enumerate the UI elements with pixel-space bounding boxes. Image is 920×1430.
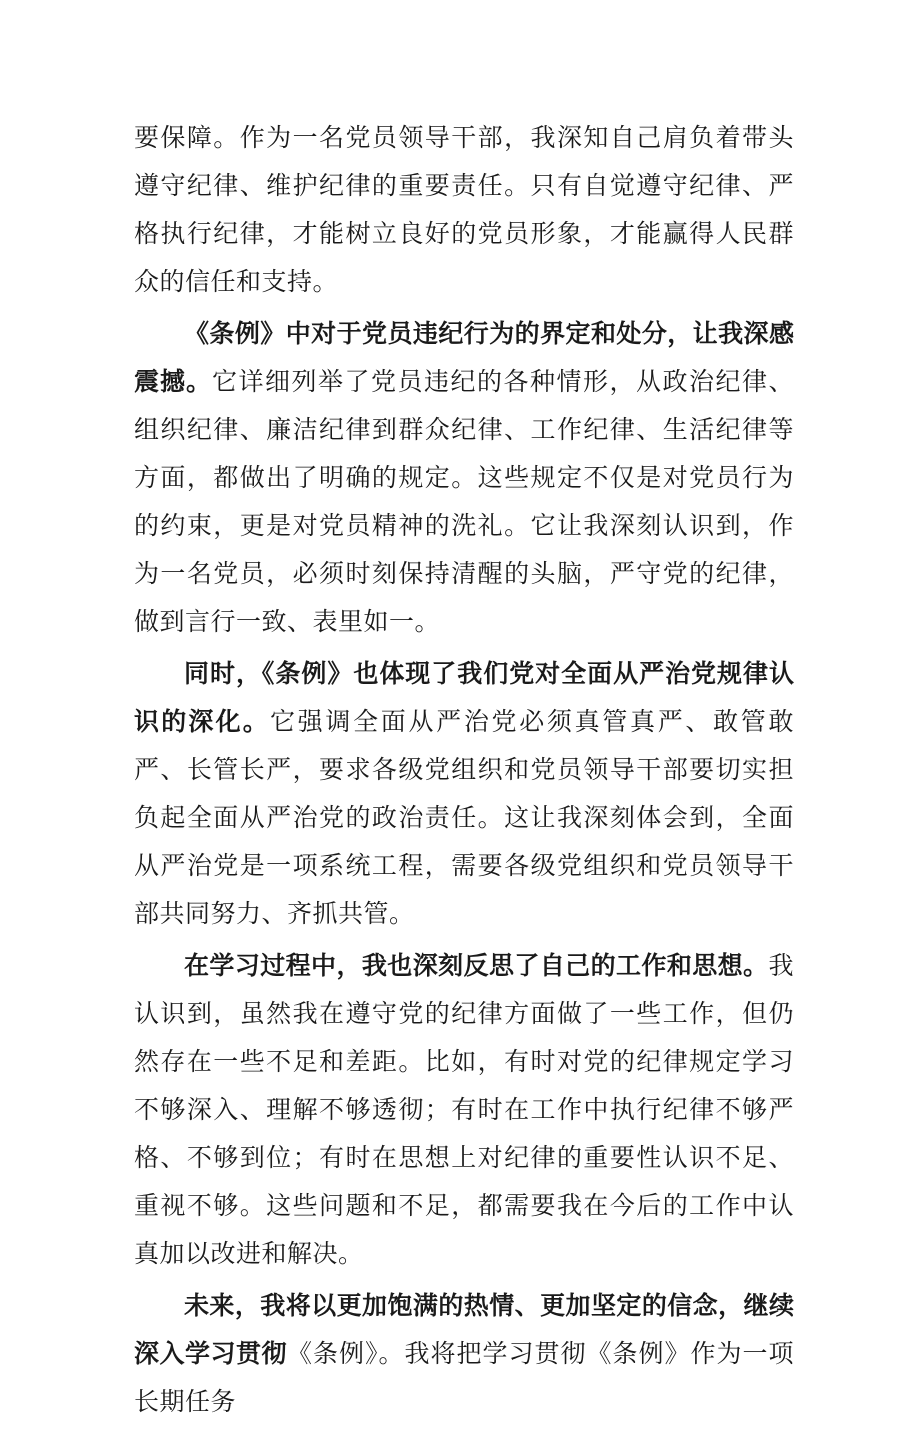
- paragraph-5: [134, 1282, 794, 1426]
- paragraph-4-lead: 在学习过程中，我也深刻反思了自己的工作和思想。: [184, 951, 769, 980]
- paragraph-1-text: 要保障。作为一名党员领导干部，我深知自己肩负着带头遵守纪律、维护纪律的重要责任。只有自觉遵守纪律、严格执行纪律，才能树立良好的党员形象，才能赢得人民群众的信任和支持。: [134, 123, 794, 296]
- paragraph-1: [134, 114, 794, 306]
- paragraph-3: [134, 650, 794, 938]
- paragraph-4: [134, 942, 794, 1278]
- paragraph-2: [134, 310, 794, 646]
- paragraph-3-lead: 同时，《条例》也体现了我们党对全面从严治党规律认识的深化。: [134, 659, 794, 736]
- paragraph-4-text: 我认识到，虽然我在遵守党的纪律方面做了一些工作，但仍然存在一些不足和差距。比如，有时对党的纪律规定学习不够深入、理解不够透彻；有时在工作中执行纪律不够严格、不够到位；有时在思想上对纪律的重要性认识不足、重视不够。这些问题和不足，都需要我在今后的工作中认真加以改进和解决。: [134, 951, 794, 1268]
- paragraph-5-lead: 未来，我将以更加饱满的热情、更加坚定的信念，继续深入学习贯彻: [134, 1291, 794, 1368]
- paragraph-2-lead: 《条例》中对于党员违纪行为的界定和处分，让我深感震撼。: [134, 319, 794, 396]
- paragraph-5-text: 《条例》。我将把学习贯彻《条例》作为一项长期任务: [134, 1339, 794, 1416]
- paragraph-3-text: 它强调全面从严治党必须真管真严、敢管敢严、长管长严，要求各级党组织和党员领导干部要切实担负起全面从严治党的政治责任。这让我深刻体会到，全面从严治党是一项系统工程，需要各级党组织和党员领导干部共同努力、齐抓共管。: [134, 707, 794, 928]
- paragraph-2-text: 它详细列举了党员违纪的各种情形，从政治纪律、组织纪律、廉洁纪律到群众纪律、工作纪律、生活纪律等方面，都做出了明确的规定。这些规定不仅是对党员行为的约束，更是对党员精神的洗礼。它让我深刻认识到，作为一名党员，必须时刻保持清醒的头脑，严守党的纪律，做到言行一致、表里如一。: [134, 367, 794, 636]
- document-body: [134, 114, 794, 1430]
